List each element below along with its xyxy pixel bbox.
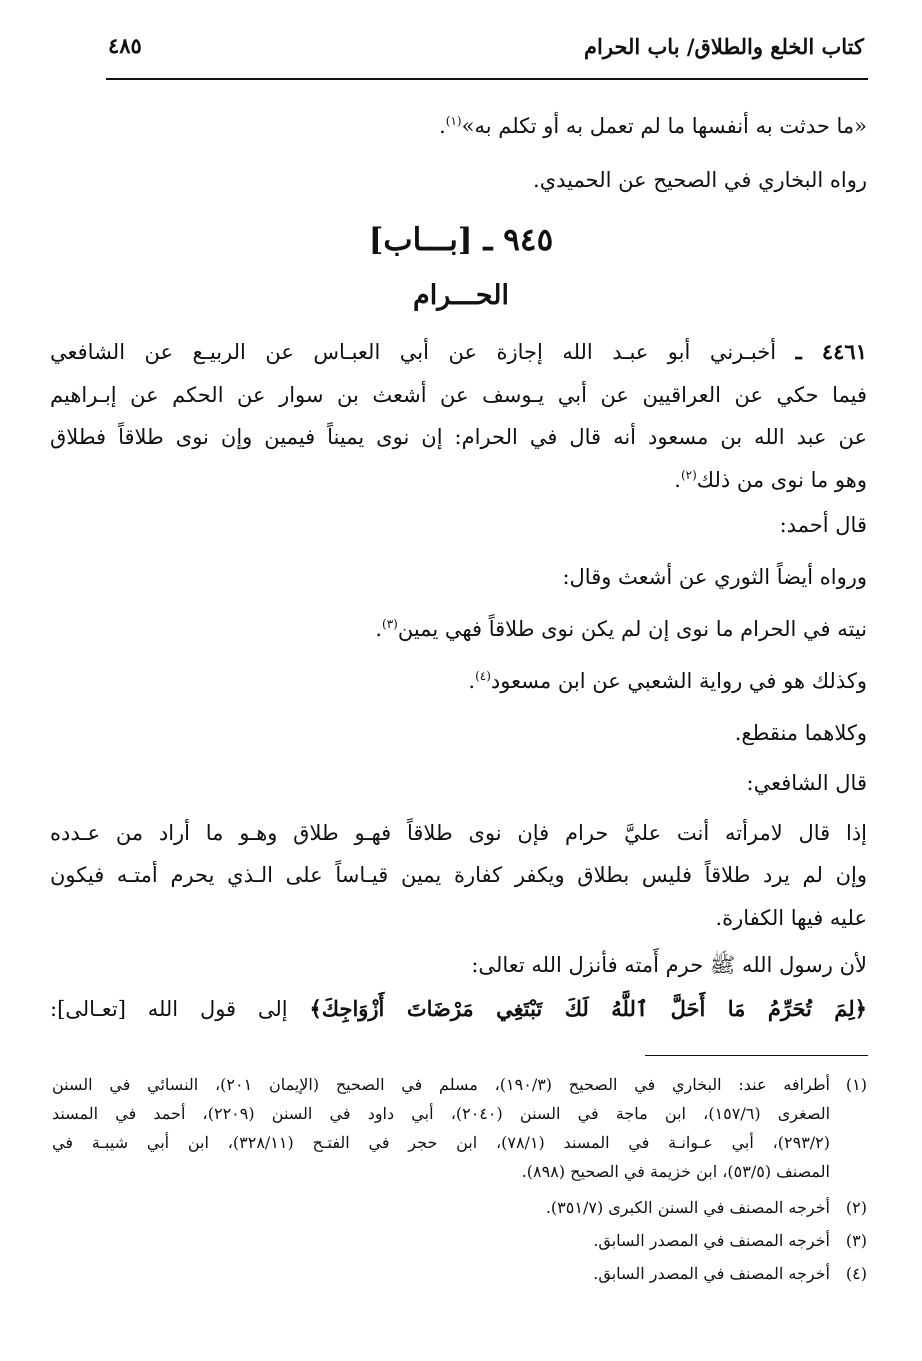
footnote-divider: [645, 1055, 868, 1056]
footnote-3: [593, 1229, 867, 1253]
munqati-line: وكلاهما منقطع.: [734, 721, 867, 745]
shafii-line-1: إذا قال لامرأته أنت عليَّ حرام فإن نوى طلاقاً فهـو طلاق وهـو ما أراد من عـدده: [50, 821, 867, 845]
footnote-ref-1: (١): [445, 114, 462, 128]
shafii-line-2: وإن لم يرد طلاقاً فليس بطلاق ويكفر كفارة يمين قيـاساً على الـذي يحرم أمتـه فيكون: [50, 863, 867, 887]
hadith-line-1: [50, 337, 867, 367]
footnote-1-line-1: [52, 1073, 867, 1097]
hadith-text-1: أخبـرني أبو عبـد الله إجازة عن أبي العبـاس عن الربيـع عن الشافعي: [50, 340, 777, 364]
shafii-line-4: لأن رسول الله ﷺ حرم أَمته فأنزل الله تعالى:: [471, 953, 867, 977]
page-number: ٤٨٥: [108, 33, 142, 58]
hadith-line-4: [674, 465, 867, 495]
quran-verse: ﴿لِمَ تُحَرِّمُ مَا أَحَلَّ ٱللَّهُ لَكَ تَبْتَغِي مَرْضَاتَ أَزْوَاجِكَ﴾: [309, 996, 867, 1021]
footnote-1-line-4: المصنف (٥٣/٥)، ابن خزيمة في الصحيح (٨٩٨).: [521, 1162, 830, 1181]
hadith-end: .: [674, 468, 681, 492]
footnote-1-marker: (١): [845, 1075, 867, 1094]
quote-text: «ما حدثت به أنفسها ما لم تعمل به أو تكلم به»: [461, 114, 867, 138]
verse-line: [50, 994, 867, 1024]
footnote-3-marker: (٣): [845, 1231, 867, 1250]
shabi-text: وكذلك هو في رواية الشعبي عن ابن مسعود: [490, 669, 867, 693]
footnote-4: [593, 1262, 867, 1286]
footnote-4-text: أخرجه المصنف في المصدر السابق.: [593, 1264, 830, 1283]
hadith-line-3: عن عبد الله بن مسعود أنه قال في الحرام: إن نوى يميناً فيمين وإن نوى طلاقاً فطلاق: [50, 425, 867, 449]
footnote-1-line-3: (٢٩٣/٢)، أبي عـوانـة في المسند (٧٨/١)، ابن حجر في الفتـح (٣٢٨/١١)، ابن أبي شيبـة في: [52, 1133, 831, 1152]
footnote-3-text: أخرجه المصنف في المصدر السابق.: [593, 1231, 830, 1250]
niyyah-line: [375, 614, 867, 644]
chapter-number: ٩٤٥ ـ [بـــاب]: [368, 222, 554, 258]
qala-shafii: قال الشافعي:: [746, 771, 867, 795]
footnote-2: [546, 1196, 867, 1220]
hadith-text-4: وهو ما نوى من ذلك: [696, 468, 867, 492]
header-divider: [106, 78, 868, 80]
shabi-end: .: [468, 669, 476, 693]
footnote-1-line-2: الصغرى (١٥٧/٦)، ابن ماجة في السنن (٢٠٤٠)، أبي داود في السنن (٢٢٠٩)، أحمد في المسند: [52, 1104, 831, 1123]
footnote-4-marker: (٤): [845, 1264, 867, 1283]
narration-line: رواه البخاري في الصحيح عن الحميدي.: [533, 168, 867, 192]
shabi-line: [468, 666, 867, 696]
quote-end: .: [439, 114, 446, 138]
quote-line: [439, 111, 867, 141]
footnote-ref-4: (٤): [475, 669, 491, 683]
thawri-line: ورواه أيضاً الثوري عن أشعث وقال:: [562, 565, 867, 589]
footnote-1-text-a: أطرافه عند: البخاري في الصحيح (١٩٠/٣)، مسلم في الصحيح (الإيمان ٢٠١)، النسائي في السنن: [52, 1075, 830, 1094]
footnote-ref-3: (٣): [382, 617, 398, 631]
niyyah-end: .: [375, 617, 383, 641]
footnote-2-marker: (٢): [845, 1198, 867, 1217]
shafii-line-3: عليه فيها الكفارة.: [715, 906, 867, 930]
footnote-2-text: أخرجه المصنف في السنن الكبرى (٣٥١/٧).: [545, 1198, 830, 1217]
chapter-title: الحـــرام: [412, 280, 509, 311]
running-header-title: كتاب الخلع والطلاق/ باب الحرام: [584, 34, 864, 59]
footnote-ref-2: (٢): [680, 468, 697, 482]
niyyah-text: نيته في الحرام ما نوى إن لم يكن نوى طلاقاً فهي يمين: [397, 617, 867, 641]
verse-continuation: إلى قول الله [تعـالى]:: [50, 997, 288, 1021]
hadith-line-2: فيما حكي عن العراقيين عن أبي يـوسف عن أشعث بن سوار عن الحكم عن إبـراهيم: [50, 383, 867, 407]
qala-ahmad: قال أحمد:: [779, 513, 867, 537]
hadith-number: ٤٤٦١ ـ: [795, 339, 867, 364]
